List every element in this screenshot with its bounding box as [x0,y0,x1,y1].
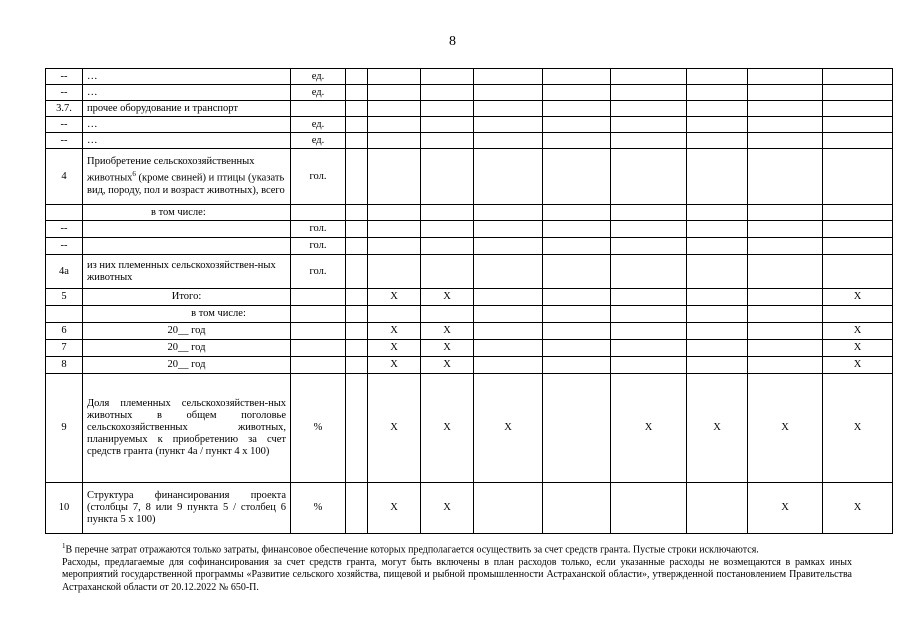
table-cell [748,289,823,306]
table-cell [421,149,474,205]
table-cell [543,221,611,238]
table-cell [368,85,421,101]
table-cell [687,483,748,534]
row-name: … [83,85,291,101]
table-cell [346,306,368,323]
table-cell [611,289,687,306]
table-cell: Х [611,374,687,483]
table-cell [748,133,823,149]
table-cell [611,340,687,357]
table-cell [368,221,421,238]
table-cell [368,205,421,221]
table-cell [687,85,748,101]
table-cell [543,306,611,323]
row-name: прочее оборудование и транспорт [83,101,291,117]
table-cell [543,374,611,483]
row-name: … [83,117,291,133]
table-cell: Х [421,340,474,357]
footnote-1-text: В перечне затрат отражаются только затраты, финансовое обеспечение которых предполагается осуществить за счет средств гранта. Пустые строки исключаются. [65,544,759,556]
table-cell [474,238,543,255]
table-cell [687,221,748,238]
table-cell [346,101,368,117]
table-cell: Х [823,323,893,340]
footnote-ref: 6 [132,170,136,179]
row-name: в том числе: [83,306,291,323]
table-cell: Х [421,374,474,483]
table-cell: Х [368,323,421,340]
table-cell [474,340,543,357]
row-unit: ед. [291,117,346,133]
table-cell [346,238,368,255]
table-cell: Х [368,483,421,534]
table-cell [368,149,421,205]
table-cell [611,306,687,323]
row-unit [291,323,346,340]
table-row [46,289,893,306]
table-row [46,323,893,340]
table-row [46,133,893,149]
table-row [46,306,893,323]
table-cell [421,85,474,101]
table-cell [748,255,823,289]
table-cell: Х [823,483,893,534]
footnote-1 [62,540,852,557]
row-number: 6 [46,323,83,340]
table-cell [543,323,611,340]
table-cell [368,255,421,289]
table-cell: Х [823,357,893,374]
row-number: -- [46,69,83,85]
table-cell [368,133,421,149]
table-cell [474,101,543,117]
table-cell [543,69,611,85]
row-number: 4а [46,255,83,289]
table-cell [543,255,611,289]
table-cell [687,205,748,221]
table-cell [421,101,474,117]
row-name [83,149,291,205]
table-cell [748,149,823,205]
table-cell [346,357,368,374]
table-cell [748,69,823,85]
table-cell: Х [748,374,823,483]
table-cell [474,306,543,323]
row-unit: гол. [291,149,346,205]
row-number: -- [46,85,83,101]
table-cell [474,69,543,85]
table-cell [368,238,421,255]
table-cell [346,323,368,340]
row-unit: % [291,483,346,534]
table-cell [346,69,368,85]
table-cell [543,149,611,205]
table-cell [368,306,421,323]
table-cell [543,238,611,255]
table-cell: Х [474,374,543,483]
table-cell: Х [368,340,421,357]
table-cell: Х [421,289,474,306]
table-body [46,69,893,534]
table-cell [748,340,823,357]
table-cell [346,340,368,357]
row-number: 4 [46,149,83,205]
table-cell [543,85,611,101]
table-cell [823,149,893,205]
table-row [46,374,893,483]
table-cell: Х [368,289,421,306]
table-cell [823,133,893,149]
table-cell [611,101,687,117]
table-cell [687,340,748,357]
table-cell [823,255,893,289]
table-row [46,221,893,238]
row-name: Итого: [83,289,291,306]
table-cell [346,133,368,149]
row-name: Доля племенных сельскохозяйствен-ных животных в общем поголовье сельскохозяйственных животных, планируемых к приобретению за счет средств гранта (пункт 4а / пункт 4 х 100) [83,374,291,483]
row-unit: ед. [291,69,346,85]
row-name: … [83,133,291,149]
table-cell [611,238,687,255]
table-cell [687,255,748,289]
table-cell [474,221,543,238]
row-number: 9 [46,374,83,483]
table-cell [421,117,474,133]
table-cell [474,205,543,221]
table-cell [543,101,611,117]
table-cell [611,205,687,221]
table-cell [611,323,687,340]
table-cell [421,306,474,323]
table-cell [346,85,368,101]
table-row [46,85,893,101]
table-cell [346,255,368,289]
footnote-mark: 1 [62,542,66,550]
expense-table [45,68,893,534]
row-unit [291,101,346,117]
table-cell [823,306,893,323]
row-unit [291,340,346,357]
row-name: 20__ год [83,340,291,357]
table-cell: Х [823,374,893,483]
row-unit: гол. [291,238,346,255]
row-unit: % [291,374,346,483]
table-cell: Х [368,374,421,483]
table-cell [474,483,543,534]
table-cell [748,323,823,340]
table-cell [823,85,893,101]
table-cell [543,205,611,221]
table-cell [421,238,474,255]
table-row [46,69,893,85]
row-number: -- [46,238,83,255]
table-cell [346,221,368,238]
table-cell [687,69,748,85]
table-cell: Х [368,357,421,374]
table-cell [823,69,893,85]
table-cell [346,117,368,133]
table-cell [748,205,823,221]
table-cell [611,221,687,238]
table-cell [421,133,474,149]
row-number: -- [46,133,83,149]
footnote-2: Расходы, предлагаемые для софинансирования за счет средств гранта, могут быть включены в план расходов только, если указанные расходы не возмещаются в рамках иных мероприятий государственной программы «Развитие сельского хозяйства, пищевой и рыбной промышленности Астраханской области», утвержденной постановлением Правительства Астраханской области от 20.12.2022 № 650-П. [62,556,852,593]
page-number: 8 [449,34,456,49]
table-cell [421,255,474,289]
row-unit: ед. [291,133,346,149]
table-cell [543,340,611,357]
row-unit: гол. [291,221,346,238]
row-name: 20__ год [83,357,291,374]
row-name-text: Приобретение сельскохозяйственных животных [87,156,255,184]
row-unit: ед. [291,85,346,101]
table-cell [687,289,748,306]
table-cell [474,133,543,149]
table-cell [474,85,543,101]
table-cell [421,205,474,221]
table-cell [543,357,611,374]
table-cell [823,117,893,133]
table-cell [346,149,368,205]
table-cell [474,357,543,374]
row-unit [291,205,346,221]
table-cell [368,69,421,85]
row-number: 7 [46,340,83,357]
table-cell [687,238,748,255]
table-cell [748,306,823,323]
table-row [46,340,893,357]
table-cell [687,149,748,205]
table-cell [611,483,687,534]
table-cell: Х [421,323,474,340]
row-number: 3.7. [46,101,83,117]
row-number: -- [46,117,83,133]
row-name: из них племенных сельскохозяйствен-ных животных [83,255,291,289]
row-name-text-cont: (кроме свиней) и птицы (указать вид, породу, пол и возраст животных), всего [87,172,285,196]
table-cell [474,255,543,289]
table-cell [748,221,823,238]
row-name: … [83,69,291,85]
table-cell [543,117,611,133]
row-number: 5 [46,289,83,306]
table-cell [823,205,893,221]
table-cell [421,69,474,85]
table-cell [611,117,687,133]
row-number: 8 [46,357,83,374]
table-cell [687,357,748,374]
row-name: 20__ год [83,323,291,340]
table-row [46,117,893,133]
table-cell [346,289,368,306]
table-cell [748,357,823,374]
table-cell [823,221,893,238]
table-cell [474,117,543,133]
row-name [83,238,291,255]
table-row [46,149,893,205]
table-cell [611,133,687,149]
table-cell [543,483,611,534]
table-cell: Х [687,374,748,483]
table-cell [687,101,748,117]
table-cell [368,117,421,133]
table-cell [611,149,687,205]
table-cell [611,255,687,289]
table-row [46,357,893,374]
row-number [46,205,83,221]
table-cell [748,117,823,133]
table-cell [611,357,687,374]
table-row [46,205,893,221]
row-number: 10 [46,483,83,534]
footnotes [62,540,852,594]
row-name [83,221,291,238]
row-unit [291,357,346,374]
table-cell: Х [823,289,893,306]
row-unit [291,289,346,306]
row-unit: гол. [291,255,346,289]
table-cell [368,101,421,117]
table-row [46,238,893,255]
table-cell [346,205,368,221]
table-cell [543,289,611,306]
table-cell [687,323,748,340]
table-cell [474,149,543,205]
table-cell: Х [823,340,893,357]
row-unit [291,306,346,323]
table-cell [748,85,823,101]
table-row [46,255,893,289]
table-cell [543,133,611,149]
table-row [46,483,893,534]
table-cell [748,238,823,255]
table-row [46,101,893,117]
table-cell [474,289,543,306]
table-cell: Х [421,357,474,374]
row-number: -- [46,221,83,238]
table-cell [346,483,368,534]
table-cell [687,133,748,149]
table-cell [611,69,687,85]
table-cell [687,117,748,133]
row-number [46,306,83,323]
table-cell [474,323,543,340]
table-cell [823,101,893,117]
row-name: Структура финансирования проекта (столбцы 7, 8 или 9 пункта 5 / столбец 6 пункта 5 х 100) [83,483,291,534]
table-cell [611,85,687,101]
table-cell [346,374,368,483]
table-cell: Х [748,483,823,534]
row-name: в том числе: [83,205,291,221]
table-cell [748,101,823,117]
table-cell [421,221,474,238]
table-cell: Х [421,483,474,534]
table-cell [687,306,748,323]
table-cell [823,238,893,255]
